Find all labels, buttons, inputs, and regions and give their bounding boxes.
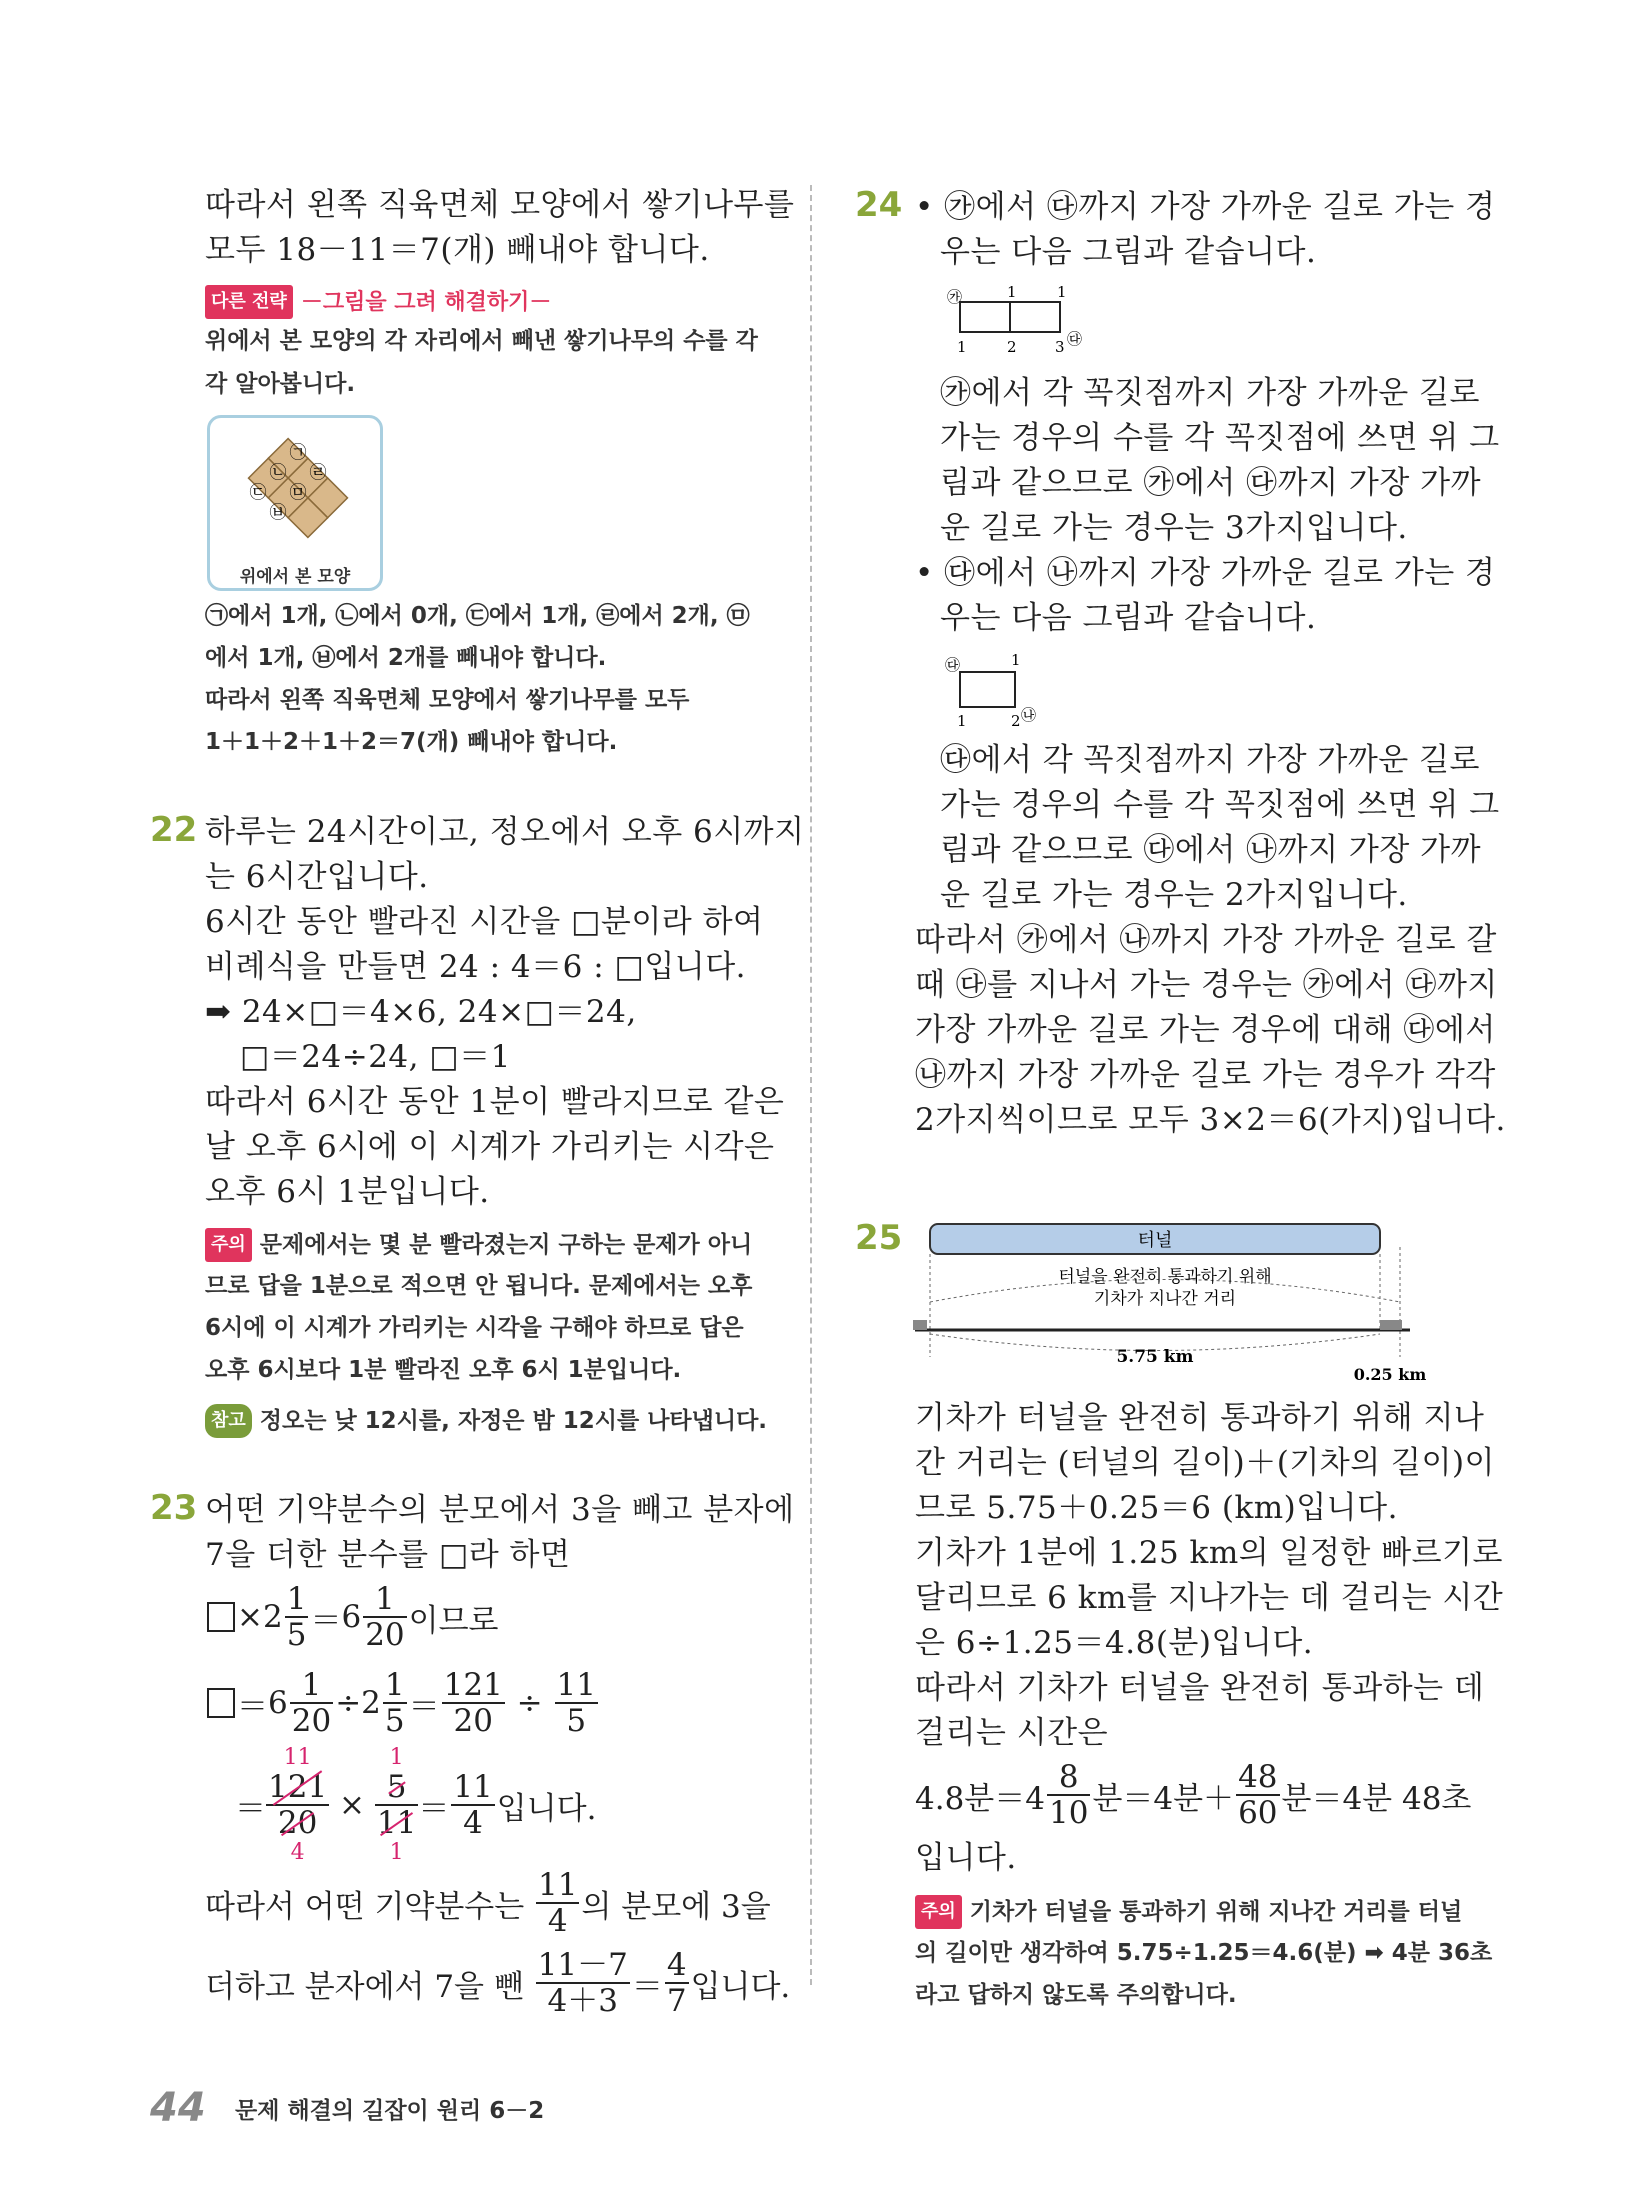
strategy-line: 1＋1＋2＋1＋2＝7(개) 빼내야 합니다.: [205, 729, 618, 755]
length-label: 5.75 km: [1116, 1347, 1194, 1367]
text-line: ㉮에서 각 꼭짓점까지 가장 가까운 길로: [940, 375, 1480, 411]
question-number: 24: [855, 185, 903, 225]
text-line: 림과 같으므로 ㉮에서 ㉰까지 가장 가까: [940, 465, 1482, 501]
train-back: [913, 1320, 927, 1330]
note-line: [915, 1895, 1462, 1929]
book-title: 문제 해결의 길잡이 원리 6－2: [235, 2098, 545, 2124]
note-line: 므로 답을 1분으로 적으면 안 됩니다. 문제에서는 오후: [205, 1273, 753, 1299]
text-line: • ㉮에서 ㉰까지 가장 가까운 길로 가는 경: [915, 189, 1496, 225]
top-view-diamond: [210, 418, 380, 558]
note-line: 오후 6시보다 1분 빨라진 오후 6시 1분입니다.: [205, 1357, 682, 1383]
text-line: 가는 경우의 수를 각 꼭짓점에 쓰면 위 그: [940, 787, 1500, 823]
text-line: 운 길로 가는 경우는 2가지입니다.: [940, 877, 1408, 913]
node-label: 1: [957, 712, 967, 730]
text-line: 비례식을 만들면 24 : 4＝6 : □입니다.: [205, 949, 747, 985]
cell-label: ㉣: [309, 463, 327, 483]
strategy-line: ㉠에서 1개, ㉡에서 0개, ㉢에서 1개, ㉣에서 2개, ㉤: [205, 603, 750, 629]
strategy-header: [205, 285, 551, 319]
reference-line: [205, 1404, 767, 1438]
strategy-line: 에서 1개, ㉥에서 2개를 빼내야 합니다.: [205, 645, 607, 671]
conclusion-2: 더하고 분자에서 7을 뺀 $\frac{11-7}{4+3}$ ＝ $\frac{4}{7}$ 입니다.: [205, 1947, 791, 2019]
text-line: 따라서 6시간 동안 1분이 빨라지므로 같은: [205, 1084, 785, 1120]
text-line: ㉰에서 각 꼭짓점까지 가장 가까운 길로: [940, 742, 1480, 778]
text-line: 는 6시간입니다.: [205, 859, 429, 895]
note-line: 라고 답하지 않도록 주의합니다.: [915, 1982, 1237, 2008]
text-line: 6시간 동안 빨라진 시간을 □분이라 하여: [205, 904, 764, 940]
cell-label: ㉠: [289, 443, 307, 463]
text-line: • ㉰에서 ㉯까지 가장 가까운 길로 가는 경: [915, 555, 1496, 591]
node-label: 1: [957, 338, 967, 356]
text-line: 때 ㉰를 지나서 가는 경우는 ㉮에서 ㉰까지: [915, 967, 1498, 1003]
cell-label: ㉡: [269, 463, 287, 483]
question-number: 25: [855, 1218, 903, 1258]
cell-label: ㉥: [269, 503, 287, 523]
path-diagram-2: [935, 650, 1065, 730]
text-line: 우는 다음 그림과 같습니다.: [940, 234, 1317, 270]
column-divider: [810, 185, 812, 1985]
text-line: 오후 6시 1분입니다.: [205, 1174, 490, 1210]
node-label: 1: [1007, 283, 1017, 301]
tunnel-label: 터널: [1137, 1230, 1173, 1251]
note-text: 기차가 터널을 통과하기 위해 지나간 거리를 터널: [969, 1899, 1463, 1925]
node-label: ㉰: [1067, 330, 1083, 348]
path-diagram-1: [935, 282, 1105, 362]
text-line: 달리므로 6 km를 지나가는 데 걸리는 시간: [915, 1580, 1504, 1616]
text-line: 따라서 ㉮에서 ㉯까지 가장 가까운 길로 갈: [915, 922, 1497, 958]
tunnel-diagram: [910, 1222, 1430, 1382]
strategy-line: 따라서 왼쪽 직육면체 모양에서 쌓기나무를 모두: [205, 687, 690, 713]
page-number: 44: [150, 2085, 206, 2131]
pass-label: 터널을 완전히 통과하기 위해: [1058, 1267, 1272, 1287]
note-line: 6시에 이 시계가 가리키는 시각을 구해야 하므로 답은: [205, 1315, 744, 1341]
pass-label: 기차가 지나간 거리: [1093, 1289, 1237, 1309]
node-label: 2: [1011, 712, 1021, 730]
text-line: 간 거리는 (터널의 길이)＋(기차의 길이)이: [915, 1445, 1495, 1481]
text-line: ➡ 24×□＝4×6, 24×□＝24,: [205, 994, 637, 1030]
text-line: 기차가 1분에 1.25 km의 일정한 빠르기로: [915, 1535, 1503, 1571]
text-line: 하루는 24시간이고, 정오에서 오후 6시까지: [205, 814, 805, 850]
equation-2: ＝ 6 $\frac{1}{20}$ ÷ 2 $\frac{1}{5}$ ＝ $\frac{121}{20}$ ÷ $\frac{11}{5}$: [205, 1668, 600, 1738]
note-tag: 주의: [205, 1228, 252, 1262]
question-number: 22: [150, 810, 198, 850]
top-view-figure: [207, 415, 383, 591]
node-label: 2: [1007, 338, 1017, 356]
time-equation: 4.8분＝4 $\frac{8}{10}$ 분＝4분＋ $\frac{48}{60}$ 분＝4분 48초: [915, 1759, 1472, 1831]
text-line: 므로 5.75＋0.25＝6 (km)입니다.: [915, 1490, 1398, 1526]
text-line: 따라서 기차가 터널을 완전히 통과하는 데: [915, 1670, 1485, 1706]
strategy-title: －그림을 그려 해결하기－: [300, 290, 552, 315]
text-line: 모두 18－11＝7(개) 빼내야 합니다.: [205, 232, 710, 268]
note-text: 문제에서는 몇 분 빨라졌는지 구하는 문제가 아니: [259, 1232, 753, 1258]
note-line: 의 길이만 생각하여 5.75÷1.25＝4.6(분) ➡ 4분 36초: [915, 1940, 1493, 1966]
text-line: 가장 가까운 길로 가는 경우에 대해 ㉰에서: [915, 1012, 1496, 1048]
cell-label: ㉢: [249, 483, 267, 503]
note-tag: 주의: [915, 1895, 962, 1929]
note-line: [205, 1228, 752, 1262]
node-label: 1: [1011, 651, 1021, 669]
text-line: 어떤 기약분수의 분모에서 3을 빼고 분자에: [205, 1492, 795, 1528]
node-label: 1: [1057, 283, 1067, 301]
text-line: 2가지씩이므로 모두 3×2＝6(가지)입니다.: [915, 1102, 1506, 1138]
node-label: ㉰: [945, 656, 961, 674]
text-line: 기차가 터널을 완전히 통과하기 위해 지나: [915, 1400, 1485, 1436]
train-front: [1380, 1320, 1402, 1330]
node-label: ㉯: [1021, 706, 1037, 724]
equation-1: × 2 $\frac{1}{5}$ ＝ 6 $\frac{1}{20}$ 이므로: [205, 1582, 498, 1652]
train-length-label: 0.25 km: [1353, 1365, 1427, 1382]
text-line: 운 길로 가는 경우는 3가지입니다.: [940, 510, 1408, 546]
strategy-line: 위에서 본 모양의 각 자리에서 빼낸 쌓기나무의 수를 각: [205, 328, 758, 354]
figure-caption: 위에서 본 모양: [239, 567, 351, 587]
node-label: ㉮: [947, 288, 963, 306]
equation-3: ＝ 11 $\frac{121}{20}$ 4 × 1 $\frac{5}{11}$ 1 ＝ $\frac{11}{4}$ 입니다.: [235, 1745, 597, 1865]
conclusion-1: 따라서 어떤 기약분수는 $\frac{11}{4}$ 의 분모에 3을: [205, 1867, 771, 1939]
text-line: □＝24÷24, □＝1: [240, 1039, 511, 1075]
question-number: 23: [150, 1488, 198, 1528]
text-line: 7을 더한 분수를 □라 하면: [205, 1537, 571, 1573]
text-line: 림과 같으므로 ㉰에서 ㉯까지 가장 가까: [940, 832, 1482, 868]
reference-text: 정오는 낮 12시를, 자정은 밤 12시를 나타냅니다.: [259, 1408, 768, 1434]
strategy-tag: 다른 전략: [205, 285, 293, 319]
text-line: 날 오후 6시에 이 시계가 가리키는 시각은: [205, 1129, 775, 1165]
text-line: 가는 경우의 수를 각 꼭짓점에 쓰면 위 그: [940, 420, 1500, 456]
text-line: 걸리는 시간은: [915, 1715, 1109, 1751]
node-label: 3: [1055, 338, 1065, 356]
reference-tag: 참고: [205, 1404, 252, 1438]
strategy-line: 각 알아봅니다.: [205, 371, 356, 397]
cell-label: ㉤: [289, 483, 307, 503]
text-line: ㉯까지 가장 가까운 길로 가는 경우가 각각: [915, 1057, 1496, 1093]
text-line: 우는 다음 그림과 같습니다.: [940, 600, 1317, 636]
text-line: 은 6÷1.25＝4.8(분)입니다.: [915, 1625, 1314, 1661]
text-line: 따라서 왼쪽 직육면체 모양에서 쌓기나무를: [205, 187, 795, 223]
text-line: 입니다.: [915, 1840, 1017, 1876]
